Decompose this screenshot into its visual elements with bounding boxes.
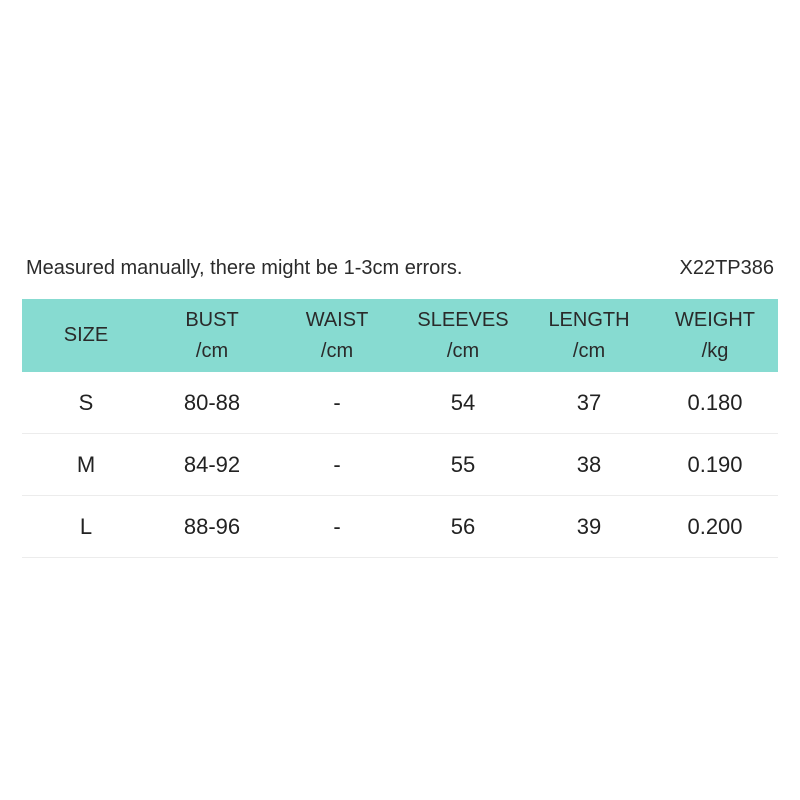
header-length	[526, 299, 652, 372]
table-row	[22, 496, 778, 558]
header-bust	[150, 299, 274, 372]
header-weight	[652, 299, 778, 372]
sleeves-cell: 55	[450, 451, 476, 477]
waist-cell: -	[333, 451, 341, 477]
header-sleeves	[400, 299, 526, 372]
header-waist	[274, 299, 400, 372]
length-cell: 37	[576, 389, 602, 415]
size-cell: S	[78, 389, 94, 415]
header-unit: /cm	[195, 339, 229, 362]
table-row	[22, 434, 778, 496]
bust-cell: 84-92	[183, 451, 241, 477]
header-label: SLEEVES	[417, 308, 509, 331]
header-label: LENGTH	[548, 308, 630, 331]
bust-cell: 88-96	[183, 513, 241, 539]
header-label: WAIST	[305, 308, 369, 331]
weight-cell: 0.180	[687, 389, 743, 415]
weight-cell: 0.200	[687, 513, 743, 539]
waist-cell: -	[333, 513, 341, 539]
waist-cell: -	[333, 389, 341, 415]
bust-cell: 80-88	[183, 389, 241, 415]
header-unit: /cm	[446, 339, 480, 362]
length-cell: 38	[576, 451, 602, 477]
sleeves-cell: 56	[450, 513, 476, 539]
weight-cell: 0.190	[687, 451, 743, 477]
header-label: BUST	[185, 308, 239, 331]
header-unit: /cm	[572, 339, 606, 362]
size-chart-table	[22, 299, 778, 558]
size-cell: M	[76, 451, 96, 477]
header-size	[22, 299, 150, 372]
table-row	[22, 372, 778, 434]
header-label: SIZE	[63, 324, 109, 346]
header-unit: /kg	[701, 339, 729, 362]
size-cell: L	[79, 513, 93, 539]
table-header	[22, 299, 778, 372]
header-unit: /cm	[320, 339, 354, 362]
length-cell: 39	[576, 513, 602, 539]
measurement-note: Measured manually, there might be 1-3cm errors.	[26, 257, 463, 279]
header-label: WEIGHT	[675, 308, 755, 331]
sleeves-cell: 54	[450, 389, 476, 415]
product-code: X22TP386	[679, 257, 774, 279]
